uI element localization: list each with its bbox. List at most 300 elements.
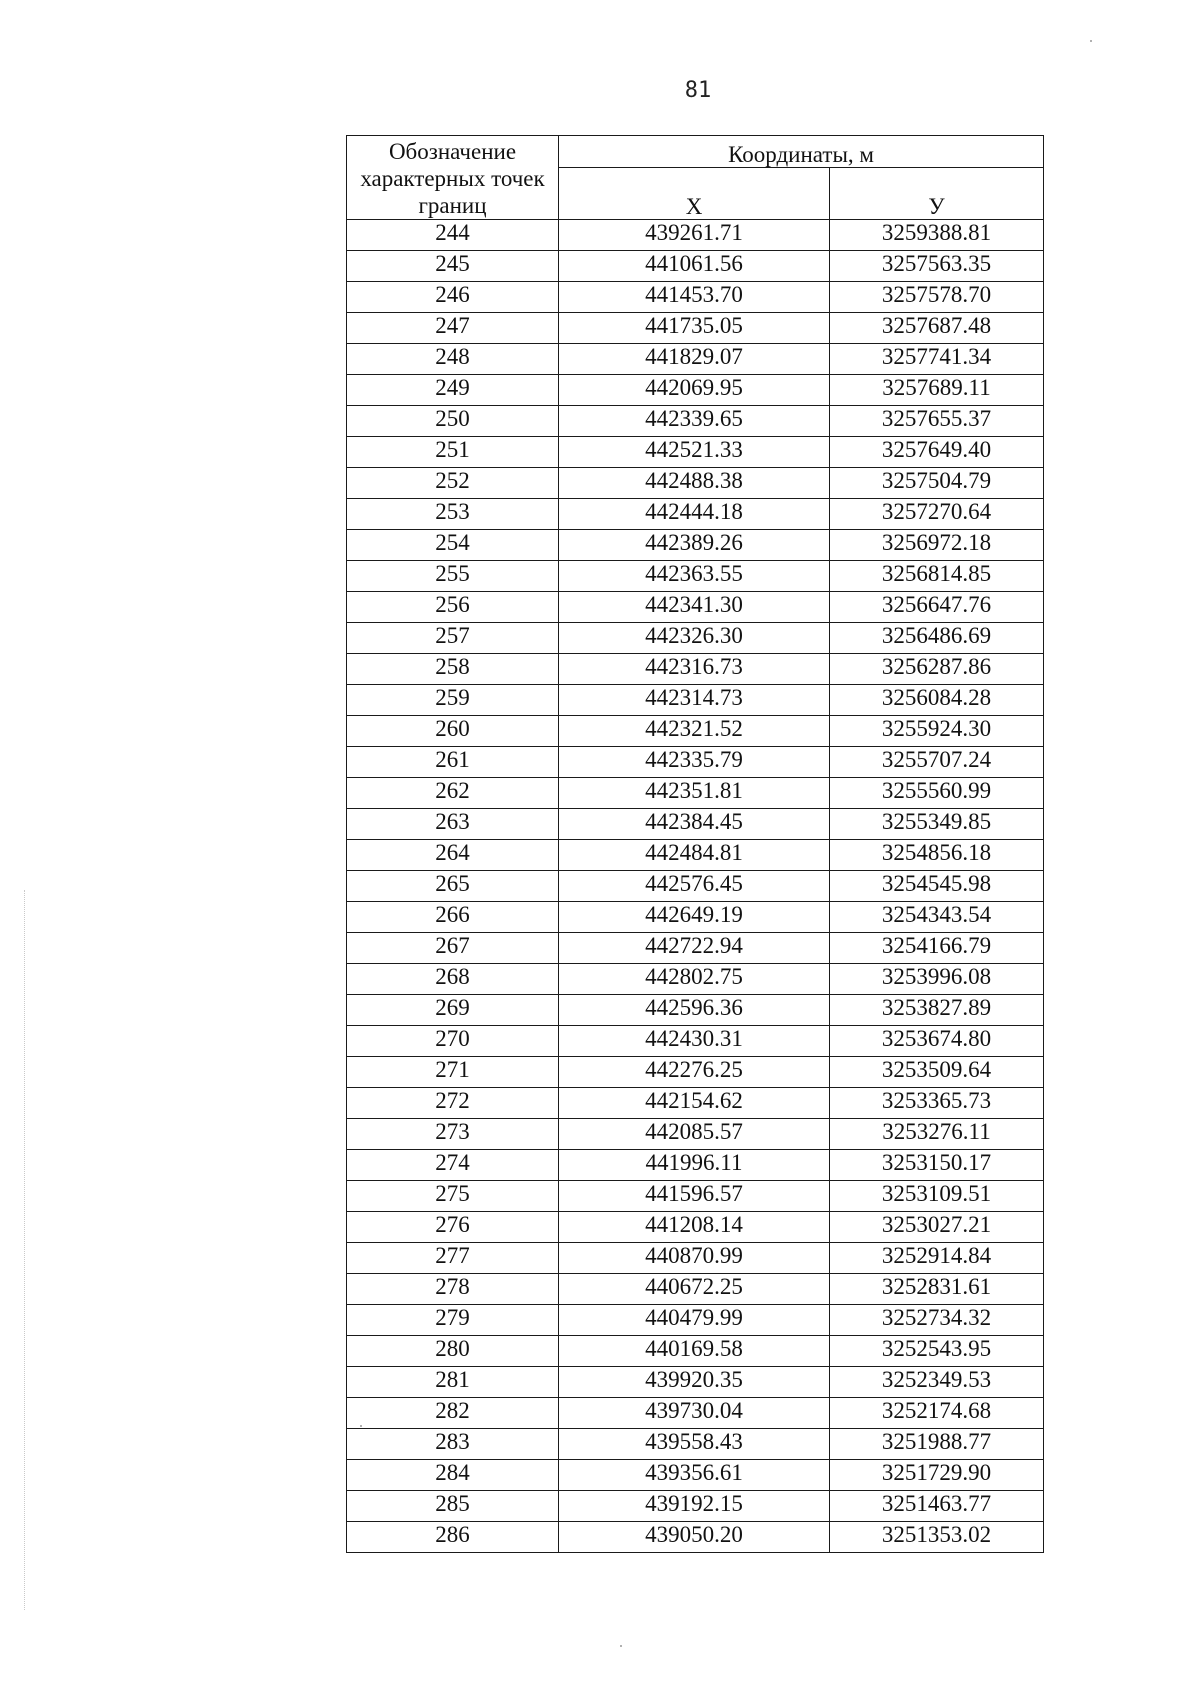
table-row: [347, 964, 1044, 995]
y-cell-text: 3257504.79: [881, 468, 992, 493]
scan-margin-line: [24, 890, 26, 1610]
table-row: [347, 654, 1044, 685]
point-cell-text: 252: [435, 468, 470, 493]
y-cell: [830, 220, 1044, 251]
y-cell-text: 3256814.85: [881, 561, 992, 586]
y-cell: [830, 778, 1044, 809]
x-cell: [559, 623, 830, 654]
x-cell-text: 439730.04: [645, 1398, 743, 1423]
y-cell: [830, 313, 1044, 344]
point-cell: [347, 1522, 559, 1553]
y-cell-text: 3252831.61: [881, 1274, 992, 1299]
point-cell-text: 245: [435, 251, 470, 276]
x-cell: [559, 1429, 830, 1460]
point-cell: [347, 1212, 559, 1243]
y-cell: [830, 1026, 1044, 1057]
point-cell: [347, 530, 559, 561]
page-number: 81: [684, 78, 712, 103]
point-cell: [347, 468, 559, 499]
y-cell: [830, 623, 1044, 654]
table-row: [347, 468, 1044, 499]
y-cell-text: 3253365.73: [881, 1088, 992, 1113]
point-cell: [347, 964, 559, 995]
y-cell-text: 3253027.21: [881, 1212, 992, 1237]
y-cell: [830, 1057, 1044, 1088]
point-cell-text: 257: [435, 623, 470, 648]
x-cell-text: 440870.99: [645, 1243, 743, 1268]
point-cell-text: 272: [435, 1088, 470, 1113]
y-cell-text: 3256972.18: [881, 530, 992, 555]
y-cell-text: 3253674.80: [881, 1026, 992, 1051]
point-cell-text: 262: [435, 778, 470, 803]
y-cell: [830, 499, 1044, 530]
x-header: X: [559, 168, 830, 220]
table-row: [347, 933, 1044, 964]
y-cell: [830, 1243, 1044, 1274]
point-cell-text: 253: [435, 499, 470, 524]
x-cell-text: 442321.52: [645, 716, 743, 741]
x-cell: [559, 313, 830, 344]
point-cell-text: 285: [435, 1491, 470, 1516]
y-cell-text: 3259388.81: [881, 220, 992, 245]
y-cell: [830, 1429, 1044, 1460]
point-cell-text: 265: [435, 871, 470, 896]
table-row: [347, 499, 1044, 530]
x-cell: [559, 406, 830, 437]
x-cell-text: 441208.14: [645, 1212, 743, 1237]
x-cell: [559, 1057, 830, 1088]
point-cell: [347, 1181, 559, 1212]
y-cell: [830, 1491, 1044, 1522]
x-cell-text: 442316.73: [645, 654, 743, 679]
x-cell-text: 442384.45: [645, 809, 743, 834]
y-cell: [830, 654, 1044, 685]
point-cell-text: 248: [435, 344, 470, 369]
y-cell: [830, 282, 1044, 313]
y-cell-text: 3254166.79: [881, 933, 992, 958]
point-cell: [347, 220, 559, 251]
y-cell-text: 3255560.99: [881, 778, 992, 803]
x-cell-text: 442444.18: [645, 499, 743, 524]
x-cell: [559, 282, 830, 313]
x-cell: [559, 933, 830, 964]
point-cell-text: 267: [435, 933, 470, 958]
x-cell-text: 442722.94: [645, 933, 743, 958]
y-cell: [830, 685, 1044, 716]
point-cell: [347, 561, 559, 592]
x-cell-text: 441735.05: [645, 313, 743, 338]
table-row: [347, 592, 1044, 623]
table-row: [347, 220, 1044, 251]
point-cell: [347, 685, 559, 716]
point-cell: [347, 406, 559, 437]
x-cell: [559, 499, 830, 530]
y-cell-text: 3257741.34: [881, 344, 992, 369]
y-cell-text: 3251988.77: [881, 1429, 992, 1454]
point-cell-text: 270: [435, 1026, 470, 1051]
x-cell-text: 442649.19: [645, 902, 743, 927]
y-cell-text: 3257689.11: [882, 375, 991, 400]
table-row: [347, 1460, 1044, 1491]
x-cell: [559, 1181, 830, 1212]
y-cell-text: 3257270.64: [881, 499, 992, 524]
x-cell: [559, 375, 830, 406]
y-cell-text: 3252914.84: [881, 1243, 992, 1268]
point-cell-text: 280: [435, 1336, 470, 1361]
point-cell-text: 260: [435, 716, 470, 741]
y-cell: [830, 406, 1044, 437]
y-cell-text: 3251353.02: [881, 1522, 992, 1547]
x-cell-text: 442351.81: [645, 778, 743, 803]
point-cell-text: 274: [435, 1150, 470, 1175]
coordinates-table: [346, 135, 1044, 1553]
x-cell: [559, 1212, 830, 1243]
point-cell-text: 276: [435, 1212, 470, 1237]
x-cell-text: 441453.70: [645, 282, 743, 307]
point-cell-text: 275: [435, 1181, 470, 1206]
x-cell-text: 439558.43: [645, 1429, 743, 1454]
table-row: [347, 1367, 1044, 1398]
x-cell: [559, 964, 830, 995]
x-cell: [559, 654, 830, 685]
table-row: [347, 902, 1044, 933]
table-row: [347, 1429, 1044, 1460]
x-cell: [559, 1119, 830, 1150]
x-cell: [559, 561, 830, 592]
y-cell-text: 3251729.90: [881, 1460, 992, 1485]
x-cell: [559, 1026, 830, 1057]
x-cell-text: 442154.62: [645, 1088, 743, 1113]
x-cell: [559, 716, 830, 747]
table-row: [347, 747, 1044, 778]
point-cell: [347, 654, 559, 685]
point-cell: [347, 1026, 559, 1057]
table-row: [347, 1212, 1044, 1243]
table-row: [347, 1119, 1044, 1150]
y-cell: [830, 468, 1044, 499]
x-cell: [559, 1398, 830, 1429]
y-cell: [830, 1212, 1044, 1243]
x-cell: [559, 809, 830, 840]
point-cell-text: 255: [435, 561, 470, 586]
y-cell-text: 3254343.54: [881, 902, 992, 927]
point-cell: [347, 1429, 559, 1460]
table-row: [347, 1336, 1044, 1367]
x-cell: [559, 220, 830, 251]
point-cell: [347, 809, 559, 840]
table-row: [347, 437, 1044, 468]
y-cell: [830, 871, 1044, 902]
table-row: [347, 778, 1044, 809]
point-cell: [347, 778, 559, 809]
x-cell: [559, 1243, 830, 1274]
point-cell-text: 283: [435, 1429, 470, 1454]
x-cell-text: 440479.99: [645, 1305, 743, 1330]
x-cell: [559, 871, 830, 902]
point-cell-text: 269: [435, 995, 470, 1020]
point-cell: [347, 251, 559, 282]
table-row: [347, 1057, 1044, 1088]
y-cell-text: 3253276.11: [882, 1119, 991, 1144]
x-cell-text: 442339.65: [645, 406, 743, 431]
x-cell-text: 439920.35: [645, 1367, 743, 1392]
x-cell: [559, 344, 830, 375]
y-cell: [830, 995, 1044, 1026]
table-row: [347, 1274, 1044, 1305]
point-cell: [347, 1243, 559, 1274]
point-cell-text: 279: [435, 1305, 470, 1330]
table-row: [347, 685, 1044, 716]
point-cell-text: 264: [435, 840, 470, 865]
y-cell: [830, 1305, 1044, 1336]
point-cell: [347, 1119, 559, 1150]
y-cell-text: 3257649.40: [881, 437, 992, 462]
x-cell-text: 439261.71: [645, 220, 743, 245]
table-row: [347, 840, 1044, 871]
point-cell-text: 261: [435, 747, 470, 772]
y-cell: [830, 1367, 1044, 1398]
x-cell-text: 442576.45: [645, 871, 743, 896]
y-cell-text: 3256486.69: [881, 623, 992, 648]
y-cell: [830, 1181, 1044, 1212]
x-cell-text: 442389.26: [645, 530, 743, 555]
y-cell-text: 3254856.18: [881, 840, 992, 865]
point-cell-text: 284: [435, 1460, 470, 1485]
y-cell: [830, 1088, 1044, 1119]
y-cell-text: 3257655.37: [881, 406, 992, 431]
point-cell-text: 277: [435, 1243, 470, 1268]
scan-speck: [620, 1645, 622, 1647]
table-row: [347, 1181, 1044, 1212]
y-cell: [830, 747, 1044, 778]
point-cell: [347, 1491, 559, 1522]
point-cell-text: 250: [435, 406, 470, 431]
y-cell-text: 3252349.53: [881, 1367, 992, 1392]
x-cell-text: 442488.38: [645, 468, 743, 493]
y-cell-text: 3254545.98: [881, 871, 992, 896]
point-cell: [347, 1274, 559, 1305]
point-cell-text: 278: [435, 1274, 470, 1299]
point-cell: [347, 1367, 559, 1398]
y-cell-text: 3253109.51: [881, 1181, 992, 1206]
x-cell-text: 441829.07: [645, 344, 743, 369]
table-row: [347, 623, 1044, 654]
point-cell: [347, 995, 559, 1026]
x-cell: [559, 530, 830, 561]
x-cell-text: 439050.20: [645, 1522, 743, 1547]
x-cell-text: 442276.25: [645, 1057, 743, 1082]
x-cell: [559, 1367, 830, 1398]
x-cell-text: 441061.56: [645, 251, 743, 276]
x-cell-text: 439192.15: [645, 1491, 743, 1516]
table-row: [347, 1522, 1044, 1553]
table-row: [347, 809, 1044, 840]
table-row: [347, 716, 1044, 747]
y-cell-text: 3252734.32: [881, 1305, 992, 1330]
point-cell: [347, 375, 559, 406]
y-cell: [830, 1150, 1044, 1181]
x-cell: [559, 778, 830, 809]
point-cell: [347, 282, 559, 313]
x-cell: [559, 1460, 830, 1491]
point-cell-text: 256: [435, 592, 470, 617]
table-row: [347, 561, 1044, 592]
point-cell-text: 286: [435, 1522, 470, 1547]
x-cell-text: 440672.25: [645, 1274, 743, 1299]
y-cell-text: 3257563.35: [881, 251, 992, 276]
point-cell: [347, 1150, 559, 1181]
x-cell: [559, 1274, 830, 1305]
x-cell-text: 442335.79: [645, 747, 743, 772]
x-cell-text: 439356.61: [645, 1460, 743, 1485]
point-cell-text: 259: [435, 685, 470, 710]
y-cell: [830, 592, 1044, 623]
table-row: [347, 995, 1044, 1026]
point-cell: [347, 902, 559, 933]
x-cell-text: 442596.36: [645, 995, 743, 1020]
x-cell: [559, 437, 830, 468]
y-cell: [830, 375, 1044, 406]
x-cell: [559, 1522, 830, 1553]
point-cell-text: 247: [435, 313, 470, 338]
point-cell: [347, 840, 559, 871]
y-cell-text: 3256647.76: [881, 592, 992, 617]
x-cell-text: 442484.81: [645, 840, 743, 865]
x-cell: [559, 592, 830, 623]
y-cell-text: 3253996.08: [881, 964, 992, 989]
x-cell-text: 442326.30: [645, 623, 743, 648]
y-cell: [830, 437, 1044, 468]
point-cell-text: 244: [435, 220, 470, 245]
coordinates-header: Координаты, м: [559, 136, 1044, 168]
point-cell: [347, 1398, 559, 1429]
point-cell-text: 254: [435, 530, 470, 555]
table-row: [347, 251, 1044, 282]
point-cell-text: 271: [435, 1057, 470, 1082]
table-row: [347, 282, 1044, 313]
y-cell-text: 3253509.64: [881, 1057, 992, 1082]
x-cell: [559, 747, 830, 778]
y-cell-text: 3253827.89: [881, 995, 992, 1020]
x-cell: [559, 1305, 830, 1336]
x-cell-text: 442314.73: [645, 685, 743, 710]
point-cell-text: 282: [435, 1398, 470, 1423]
point-cell: [347, 499, 559, 530]
point-cell-text: 258: [435, 654, 470, 679]
y-cell-text: 3255707.24: [881, 747, 992, 772]
point-cell: [347, 716, 559, 747]
y-cell: [830, 1336, 1044, 1367]
y-cell: [830, 344, 1044, 375]
table-row: [347, 1491, 1044, 1522]
point-cell: [347, 933, 559, 964]
x-cell: [559, 251, 830, 282]
table-row: [347, 1305, 1044, 1336]
y-cell: [830, 1119, 1044, 1150]
x-cell: [559, 995, 830, 1026]
y-cell: [830, 1522, 1044, 1553]
table-row: [347, 313, 1044, 344]
x-cell-text: 442363.55: [645, 561, 743, 586]
x-cell-text: 441596.57: [645, 1181, 743, 1206]
table-row: [347, 530, 1044, 561]
point-cell-text: 273: [435, 1119, 470, 1144]
point-cell-text: 268: [435, 964, 470, 989]
point-cell-text: 266: [435, 902, 470, 927]
x-cell-text: 442802.75: [645, 964, 743, 989]
y-header: У: [830, 168, 1044, 220]
x-cell: [559, 1088, 830, 1119]
point-cell: [347, 623, 559, 654]
x-cell-text: 440169.58: [645, 1336, 743, 1361]
table-row: [347, 1398, 1044, 1429]
point-cell: [347, 437, 559, 468]
point-label-header: Обозначение характерных точек границ: [347, 136, 559, 220]
point-cell-text: 251: [435, 437, 470, 462]
y-cell-text: 3257578.70: [881, 282, 992, 307]
point-cell: [347, 871, 559, 902]
x-cell: [559, 1336, 830, 1367]
table-row: [347, 1150, 1044, 1181]
table-row: [347, 1026, 1044, 1057]
point-cell: [347, 592, 559, 623]
x-cell-text: 442069.95: [645, 375, 743, 400]
point-cell: [347, 1057, 559, 1088]
table-row: [347, 344, 1044, 375]
y-cell: [830, 561, 1044, 592]
y-cell-text: 3256084.28: [881, 685, 992, 710]
scan-speck: [1090, 40, 1092, 42]
table-row: [347, 1088, 1044, 1119]
y-cell: [830, 251, 1044, 282]
x-cell: [559, 902, 830, 933]
y-cell-text: 3256287.86: [881, 654, 992, 679]
y-cell: [830, 809, 1044, 840]
y-cell: [830, 964, 1044, 995]
table-body: [347, 220, 1044, 1553]
point-cell: [347, 344, 559, 375]
table-row: [347, 1243, 1044, 1274]
y-cell-text: 3255924.30: [881, 716, 992, 741]
y-cell: [830, 530, 1044, 561]
point-cell: [347, 1305, 559, 1336]
y-cell-text: 3253150.17: [881, 1150, 992, 1175]
table-row: [347, 871, 1044, 902]
y-cell: [830, 840, 1044, 871]
y-cell: [830, 1460, 1044, 1491]
x-cell-text: 442085.57: [645, 1119, 743, 1144]
x-cell: [559, 1150, 830, 1181]
y-cell-text: 3255349.85: [881, 809, 992, 834]
point-cell: [347, 1460, 559, 1491]
point-cell: [347, 1336, 559, 1367]
y-cell: [830, 1274, 1044, 1305]
x-cell-text: 441996.11: [645, 1150, 743, 1175]
point-cell-text: 249: [435, 375, 470, 400]
y-cell: [830, 716, 1044, 747]
x-cell-text: 442521.33: [645, 437, 743, 462]
y-cell-text: 3252543.95: [881, 1336, 992, 1361]
table-header: [347, 136, 1044, 220]
y-cell-text: 3257687.48: [881, 313, 992, 338]
table-row: [347, 406, 1044, 437]
y-cell-text: 3252174.68: [881, 1398, 992, 1423]
table-row: [347, 375, 1044, 406]
y-cell: [830, 933, 1044, 964]
point-cell-text: 281: [435, 1367, 470, 1392]
y-cell: [830, 902, 1044, 933]
y-cell: [830, 1398, 1044, 1429]
